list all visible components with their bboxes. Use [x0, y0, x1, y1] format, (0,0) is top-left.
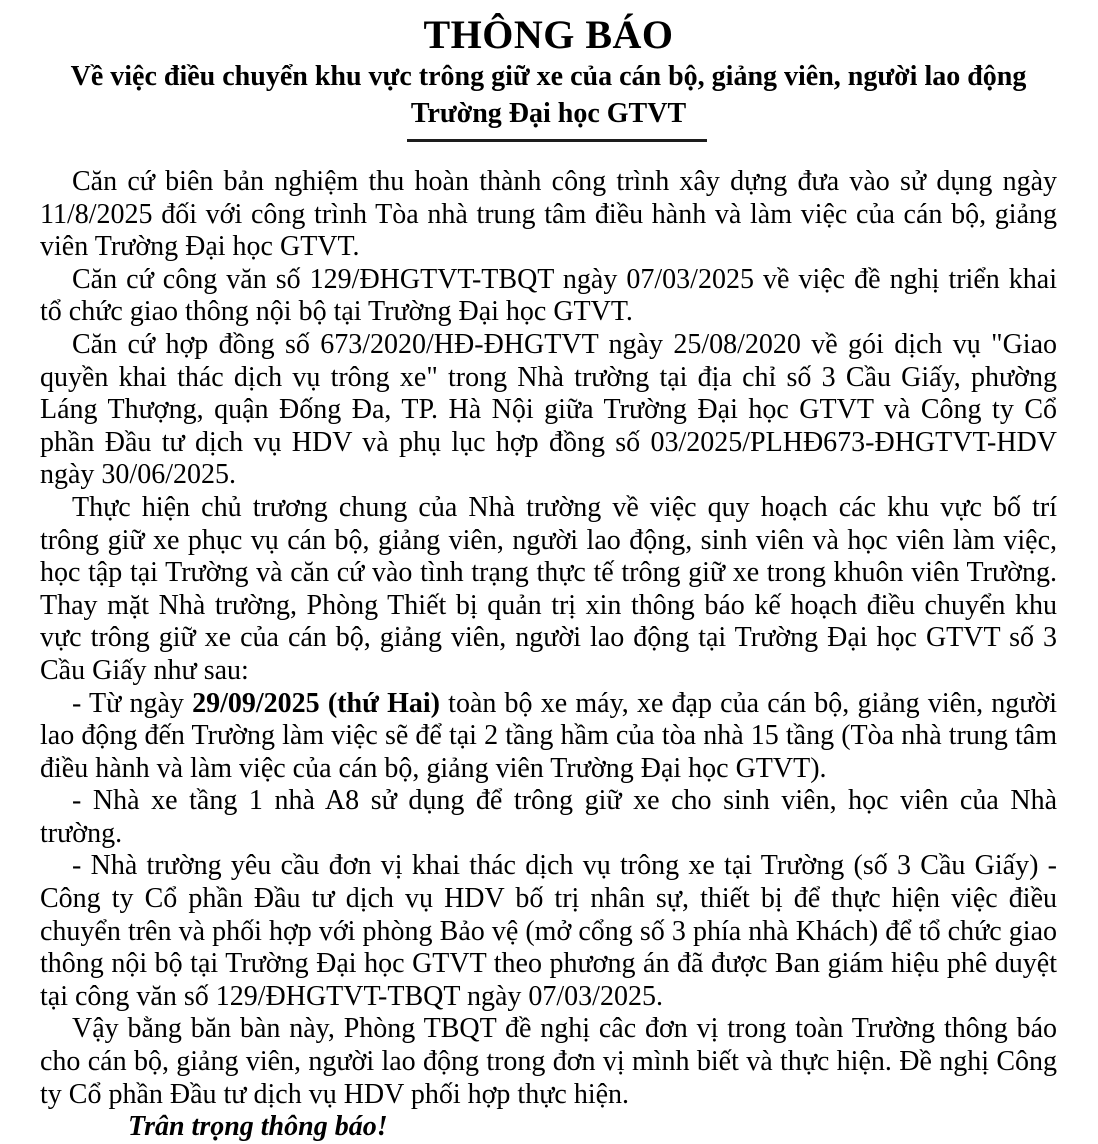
- bullet-schedule-prefix: - Từ ngày: [72, 687, 193, 719]
- closing-line: Trân trọng thông báo!: [128, 1111, 388, 1143]
- paragraph-basis-official-letter: Căn cứ công văn số 129/ĐHGTVT-TBQT ngày 07/03/2025 về việc đề nghị triển khai tổ chức giao thông nội bộ tại Trường Đại học GTVT.: [40, 263, 1057, 328]
- bullet-schedule-suffix: toàn bộ xe máy, xe đạp của cán bộ, giảng viên, người lao động đến Trường làm việc sẽ để tại 2 tầng hầm của tòa nhà 15 tầng (Tòa nhà trung tâm điều hành và làm việc của cán bộ, giảng viên Trường Đại học GTVT).: [40, 687, 1058, 784]
- paragraph-bullet-schedule: [40, 688, 1057, 786]
- paragraph-bullet-building-a8: - Nhà xe tầng 1 nhà A8 sử dụng để trông giữ xe cho sinh viên, học viên của Nhà trường.: [40, 785, 1057, 849]
- bullet-schedule-date-bold: 29/09/2025 (thứ Hai): [192, 687, 440, 719]
- paragraph-basis-contract: Căn cứ hợp đồng số 673/2020/HĐ-ĐHGTVT ngày 25/08/2020 về gói dịch vụ "Giao quyền khai thác dịch vụ trông xe" trong Nhà trường tại địa chỉ số 3 Cầu Giấy, phường Láng Thượng, quận Đống Đa, TP. Hà Nội giữa Trường Đại học GTVT và Công ty Cổ phần Đầu tư dịch vụ HDV và phụ lục hợp đồng số 03/2025/PLHĐ673-ĐHGTVT-HDV ngày 30/06/2025.: [40, 328, 1057, 491]
- paragraph-bullet-operator-requirements: - Nhà trường yêu cầu đơn vị khai thác dịch vụ trông xe tại Trường (số 3 Cầu Giấy) - Công ty Cổ phần Đầu tư dịch vụ HDV bố trị nhân sự, thiết bị để thực hiện việc điều chuyển trên và phối hợp với phòng Bảo vệ (mở cổng số 3 phía nhà Khách) để tổ chức giao thông nội bộ tại Trường Đại học GTVT theo phương án đã được Ban giám hiệu phê duyệt tại công văn số 129/ĐHGTVT-TBQT ngày 07/03/2025.: [40, 850, 1057, 1012]
- document-subtitle: Về việc điều chuyển khu vực trông giữ xe của cán bộ, giảng viên, người lao động Trường Đại học GTVT: [70, 61, 1027, 129]
- paragraph-request-to-units: Vậy bằng băn bàn này, Phòng TBQT đề nghị câc đơn vị trong toàn Trường thông báo cho cán bộ, giảng viên, người lao động trong đơn vị mình biết và thực hiện. Đề nghị Công ty Cổ phần Đầu tư dịch vụ HDV phối hợp thực hiện.: [40, 1013, 1057, 1110]
- paragraph-basis-acceptance-report: Căn cứ biên bản nghiệm thu hoàn thành công trình xây dựng đưa vào sử dụng ngày 11/8/2025 đối với công trình Tòa nhà trung tâm điều hành và làm việc của cán bộ, giảng viên Trường Đại học GTVT.: [40, 166, 1057, 263]
- document-title: THÔNG BÁO: [423, 12, 674, 57]
- paragraph-policy-announcement: Thực hiện chủ trương chung của Nhà trường về việc quy hoạch các khu vực bố trí trông giữ xe phục vụ cán bộ, giảng viên, người lao động, sinh viên và học viên làm việc, học tập tại Trường và căn cứ vào tình trạng thực tế trông giữ xe trong khuôn viên Trường. Thay mặt Nhà trường, Phòng Thiết bị quản trị xin thông báo kế hoạch điều chuyển khu vực trông giữ xe của cán bộ, giảng viên, người lao động tại Trường Đại học GTVT số 3 Cầu Giấy như sau:: [40, 491, 1057, 686]
- title-divider: [407, 139, 707, 142]
